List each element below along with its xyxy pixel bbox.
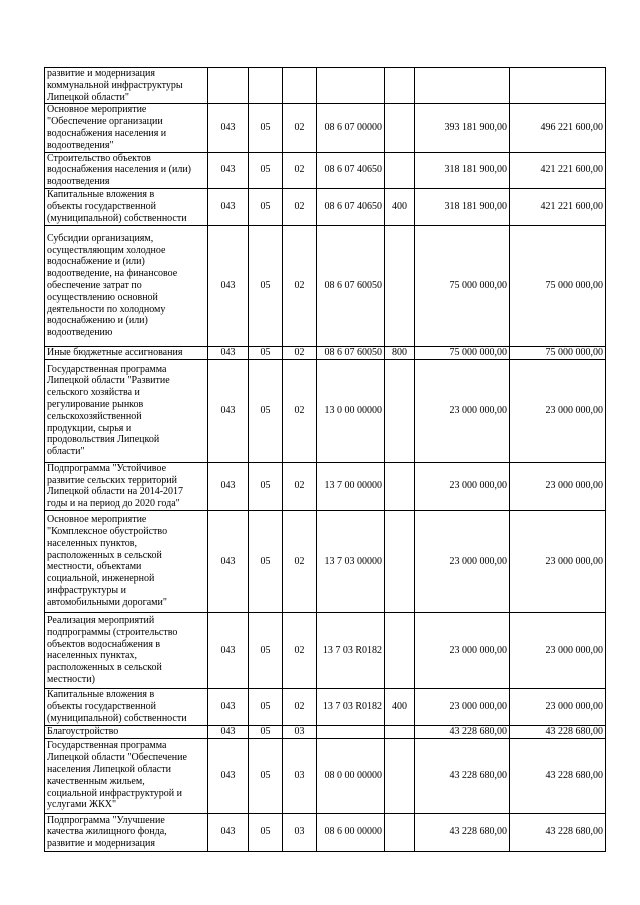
section-code-cell: 05 bbox=[249, 225, 283, 346]
item-name-line: населенных пунктах, bbox=[47, 650, 137, 662]
target-article-cell: 08 6 07 40650 bbox=[317, 152, 385, 188]
amount-year1-cell: 43 228 680,00 bbox=[415, 813, 510, 851]
item-name-line: Капитальные вложения в bbox=[47, 689, 155, 701]
target-article-cell: 08 0 00 00000 bbox=[317, 738, 385, 813]
item-name-line: местности, объектами bbox=[47, 561, 142, 573]
item-name-line: продукции, сырья и bbox=[47, 422, 132, 434]
expense-type-cell bbox=[385, 612, 415, 688]
item-name-line: коммунальной инфраструктуры bbox=[47, 79, 183, 91]
section-code-cell: 05 bbox=[249, 738, 283, 813]
item-name-line: Капитальные вложения в bbox=[47, 189, 155, 201]
item-name-line: Реализация мероприятий bbox=[47, 615, 155, 627]
expense-type-cell bbox=[385, 725, 415, 738]
amount-year1-cell: 23 000 000,00 bbox=[415, 510, 510, 612]
amount-year2-cell: 421 221 600,00 bbox=[510, 188, 606, 225]
table-row bbox=[45, 225, 606, 346]
item-name-line: услугами ЖКХ" bbox=[47, 799, 117, 811]
amount-year1-cell bbox=[415, 68, 510, 104]
amount-year2-cell: 496 221 600,00 bbox=[510, 104, 606, 152]
item-name-cell bbox=[45, 359, 208, 462]
target-article-cell: 13 7 03 00000 bbox=[317, 510, 385, 612]
item-name-line: регулирование рынков bbox=[47, 398, 144, 410]
section-code-cell: 05 bbox=[249, 152, 283, 188]
ministry-code-cell: 043 bbox=[208, 738, 249, 813]
section-code-cell: 05 bbox=[249, 612, 283, 688]
amount-year1-cell: 75 000 000,00 bbox=[415, 225, 510, 346]
expense-type-cell: 400 bbox=[385, 688, 415, 725]
item-name-cell bbox=[45, 462, 208, 510]
item-name-line: сельского хозяйства и bbox=[47, 387, 140, 399]
target-article-cell: 13 7 03 R0182 bbox=[317, 612, 385, 688]
item-name-cell bbox=[45, 104, 208, 152]
item-name-line: годы и на период до 2020 года" bbox=[47, 498, 180, 510]
item-name-line: развитие сельских территорий bbox=[47, 474, 177, 486]
target-article-cell: 13 0 00 00000 bbox=[317, 359, 385, 462]
target-article-cell: 08 6 07 00000 bbox=[317, 104, 385, 152]
amount-year1-cell: 318 181 900,00 bbox=[415, 188, 510, 225]
section-code-cell: 05 bbox=[249, 346, 283, 359]
target-article-cell bbox=[317, 68, 385, 104]
item-name-cell bbox=[45, 68, 208, 104]
amount-year2-cell: 23 000 000,00 bbox=[510, 612, 606, 688]
item-name-line: Подпрограмма "Устойчивое bbox=[47, 462, 167, 474]
item-name-line: Основное мероприятие bbox=[47, 514, 147, 526]
item-name-line: области" bbox=[47, 446, 85, 458]
item-name-line: Субсидии организациям, bbox=[47, 232, 154, 244]
item-name-line: инфраструктуры и bbox=[47, 585, 126, 597]
table-row bbox=[45, 612, 606, 688]
amount-year1-cell: 393 181 900,00 bbox=[415, 104, 510, 152]
item-name-line: развитие и модернизация bbox=[47, 838, 155, 850]
expense-type-cell bbox=[385, 462, 415, 510]
ministry-code-cell: 043 bbox=[208, 359, 249, 462]
amount-year2-cell: 43 228 680,00 bbox=[510, 725, 606, 738]
expense-type-cell bbox=[385, 738, 415, 813]
section-code-cell: 05 bbox=[249, 725, 283, 738]
subsection-code-cell: 02 bbox=[283, 104, 317, 152]
item-name-line: Липецкой области "Обеспечение bbox=[47, 752, 187, 764]
subsection-code-cell: 03 bbox=[283, 725, 317, 738]
item-name-line: населения Липецкой области bbox=[47, 763, 171, 775]
item-name-line: объекты государственной bbox=[47, 201, 157, 213]
item-name-line: водоотведения bbox=[47, 176, 110, 188]
subsection-code-cell: 02 bbox=[283, 510, 317, 612]
item-name-line: объектов водоснабжения в bbox=[47, 638, 161, 650]
ministry-code-cell: 043 bbox=[208, 813, 249, 851]
item-name-cell bbox=[45, 612, 208, 688]
subsection-code-cell: 02 bbox=[283, 225, 317, 346]
target-article-cell: 13 7 03 R0182 bbox=[317, 688, 385, 725]
ministry-code-cell: 043 bbox=[208, 510, 249, 612]
expense-type-cell: 800 bbox=[385, 346, 415, 359]
table-body bbox=[45, 68, 606, 852]
item-name-line: социальной, инженерной bbox=[47, 573, 155, 585]
table-row bbox=[45, 813, 606, 851]
item-name-line: качества жилищного фонда, bbox=[47, 826, 167, 838]
target-article-cell: 08 6 07 40650 bbox=[317, 188, 385, 225]
ministry-code-cell bbox=[208, 68, 249, 104]
expense-type-cell bbox=[385, 225, 415, 346]
item-name-line: водоснабжению и (или) bbox=[47, 315, 148, 327]
item-name-line: деятельности по холодному bbox=[47, 303, 166, 315]
subsection-code-cell: 02 bbox=[283, 688, 317, 725]
table-row bbox=[45, 346, 606, 359]
table-row bbox=[45, 359, 606, 462]
subsection-code-cell: 03 bbox=[283, 813, 317, 851]
ministry-code-cell: 043 bbox=[208, 104, 249, 152]
table-row bbox=[45, 188, 606, 225]
subsection-code-cell bbox=[283, 68, 317, 104]
table-row bbox=[45, 68, 606, 104]
amount-year2-cell: 75 000 000,00 bbox=[510, 346, 606, 359]
item-name-cell bbox=[45, 510, 208, 612]
item-name-line: местности) bbox=[47, 674, 95, 686]
table-row bbox=[45, 725, 606, 738]
expense-type-cell bbox=[385, 152, 415, 188]
item-name-line: осуществлению основной bbox=[47, 291, 158, 303]
item-name-line: населенных пунктов, bbox=[47, 537, 138, 549]
target-article-cell: 13 7 00 00000 bbox=[317, 462, 385, 510]
ministry-code-cell: 043 bbox=[208, 725, 249, 738]
amount-year1-cell: 23 000 000,00 bbox=[415, 612, 510, 688]
item-name-line: Липецкой области "Развитие bbox=[47, 375, 170, 387]
expense-type-cell bbox=[385, 68, 415, 104]
ministry-code-cell: 043 bbox=[208, 612, 249, 688]
item-name-line: расположенных в сельской bbox=[47, 549, 162, 561]
table-row bbox=[45, 738, 606, 813]
expense-type-cell bbox=[385, 510, 415, 612]
target-article-cell: 08 6 07 60050 bbox=[317, 225, 385, 346]
item-name-cell bbox=[45, 188, 208, 225]
item-name-line: Липецкой области" bbox=[47, 91, 129, 103]
item-name-line: Государственная программа bbox=[47, 363, 167, 375]
amount-year2-cell: 23 000 000,00 bbox=[510, 688, 606, 725]
amount-year1-cell: 23 000 000,00 bbox=[415, 462, 510, 510]
budget-sheet bbox=[44, 67, 605, 852]
item-name-line: подпрограммы (строительство bbox=[47, 626, 178, 638]
item-name-line: водоснабжения населения и bbox=[47, 127, 167, 139]
item-name-line: Благоустройство bbox=[47, 725, 119, 737]
section-code-cell: 05 bbox=[249, 462, 283, 510]
table-row bbox=[45, 462, 606, 510]
item-name-cell bbox=[45, 346, 208, 359]
table-row bbox=[45, 688, 606, 725]
section-code-cell: 05 bbox=[249, 104, 283, 152]
section-code-cell: 05 bbox=[249, 188, 283, 225]
item-name-cell bbox=[45, 225, 208, 346]
target-article-cell bbox=[317, 725, 385, 738]
table-row bbox=[45, 152, 606, 188]
item-name-line: Государственная программа bbox=[47, 740, 167, 752]
amount-year2-cell: 421 221 600,00 bbox=[510, 152, 606, 188]
amount-year2-cell: 43 228 680,00 bbox=[510, 813, 606, 851]
item-name-line: сельскохозяйственной bbox=[47, 410, 142, 422]
amount-year2-cell: 75 000 000,00 bbox=[510, 225, 606, 346]
item-name-line: социальной инфраструктурой и bbox=[47, 787, 183, 799]
subsection-code-cell: 02 bbox=[283, 359, 317, 462]
subsection-code-cell: 02 bbox=[283, 188, 317, 225]
amount-year2-cell: 23 000 000,00 bbox=[510, 359, 606, 462]
target-article-cell: 08 6 07 60050 bbox=[317, 346, 385, 359]
amount-year2-cell: 23 000 000,00 bbox=[510, 510, 606, 612]
amount-year2-cell: 43 228 680,00 bbox=[510, 738, 606, 813]
item-name-line: обеспечение затрат по bbox=[47, 280, 142, 292]
item-name-line: объекты государственной bbox=[47, 701, 157, 713]
subsection-code-cell: 03 bbox=[283, 738, 317, 813]
item-name-line: автомобильными дорогами" bbox=[47, 596, 167, 608]
item-name-line: водоотведения" bbox=[47, 139, 114, 151]
subsection-code-cell: 02 bbox=[283, 462, 317, 510]
amount-year1-cell: 23 000 000,00 bbox=[415, 688, 510, 725]
item-name-cell bbox=[45, 725, 208, 738]
item-name-line: Подпрограмма "Улучшение bbox=[47, 814, 165, 826]
subsection-code-cell: 02 bbox=[283, 152, 317, 188]
item-name-line: осуществляющим холодное bbox=[47, 244, 166, 256]
section-code-cell: 05 bbox=[249, 813, 283, 851]
item-name-line: (муниципальной) собственности bbox=[47, 212, 187, 224]
ministry-code-cell: 043 bbox=[208, 688, 249, 725]
expense-type-cell bbox=[385, 359, 415, 462]
target-article-cell: 08 6 00 00000 bbox=[317, 813, 385, 851]
ministry-code-cell: 043 bbox=[208, 462, 249, 510]
amount-year1-cell: 43 228 680,00 bbox=[415, 738, 510, 813]
ministry-code-cell: 043 bbox=[208, 188, 249, 225]
table-row bbox=[45, 510, 606, 612]
item-name-line: Липецкой области на 2014-2017 bbox=[47, 486, 184, 498]
item-name-line: водоснабжение и (или) bbox=[47, 256, 145, 268]
item-name-line: (муниципальной) собственности bbox=[47, 712, 187, 724]
item-name-line: Основное мероприятие bbox=[47, 104, 147, 116]
subsection-code-cell: 02 bbox=[283, 346, 317, 359]
ministry-code-cell: 043 bbox=[208, 346, 249, 359]
ministry-code-cell: 043 bbox=[208, 152, 249, 188]
amount-year2-cell bbox=[510, 68, 606, 104]
item-name-line: водоснабжения населения и (или) bbox=[47, 164, 192, 176]
expense-type-cell bbox=[385, 813, 415, 851]
amount-year2-cell: 23 000 000,00 bbox=[510, 462, 606, 510]
item-name-line: Иные бюджетные ассигнования bbox=[47, 346, 183, 358]
subsection-code-cell: 02 bbox=[283, 612, 317, 688]
section-code-cell: 05 bbox=[249, 510, 283, 612]
item-name-line: развитие и модернизация bbox=[47, 68, 155, 79]
item-name-line: "Комплексное обустройство bbox=[47, 526, 168, 538]
expense-type-cell bbox=[385, 104, 415, 152]
item-name-line: водоотведение, на финансовое bbox=[47, 268, 178, 280]
item-name-cell bbox=[45, 152, 208, 188]
amount-year1-cell: 75 000 000,00 bbox=[415, 346, 510, 359]
section-code-cell: 05 bbox=[249, 688, 283, 725]
item-name-line: расположенных в сельской bbox=[47, 662, 162, 674]
budget-table bbox=[44, 67, 606, 852]
expense-type-cell: 400 bbox=[385, 188, 415, 225]
item-name-line: водоотведению bbox=[47, 327, 113, 339]
amount-year1-cell: 43 228 680,00 bbox=[415, 725, 510, 738]
section-code-cell: 05 bbox=[249, 359, 283, 462]
item-name-cell bbox=[45, 688, 208, 725]
item-name-cell bbox=[45, 738, 208, 813]
item-name-line: качественным жильем, bbox=[47, 775, 145, 787]
section-code-cell bbox=[249, 68, 283, 104]
table-row bbox=[45, 104, 606, 152]
item-name-line: продовольствия Липецкой bbox=[47, 434, 160, 446]
item-name-cell bbox=[45, 813, 208, 851]
item-name-line: "Обеспечение организации bbox=[47, 116, 163, 128]
item-name-line: Строительство объектов bbox=[47, 152, 151, 164]
amount-year1-cell: 318 181 900,00 bbox=[415, 152, 510, 188]
amount-year1-cell: 23 000 000,00 bbox=[415, 359, 510, 462]
ministry-code-cell: 043 bbox=[208, 225, 249, 346]
